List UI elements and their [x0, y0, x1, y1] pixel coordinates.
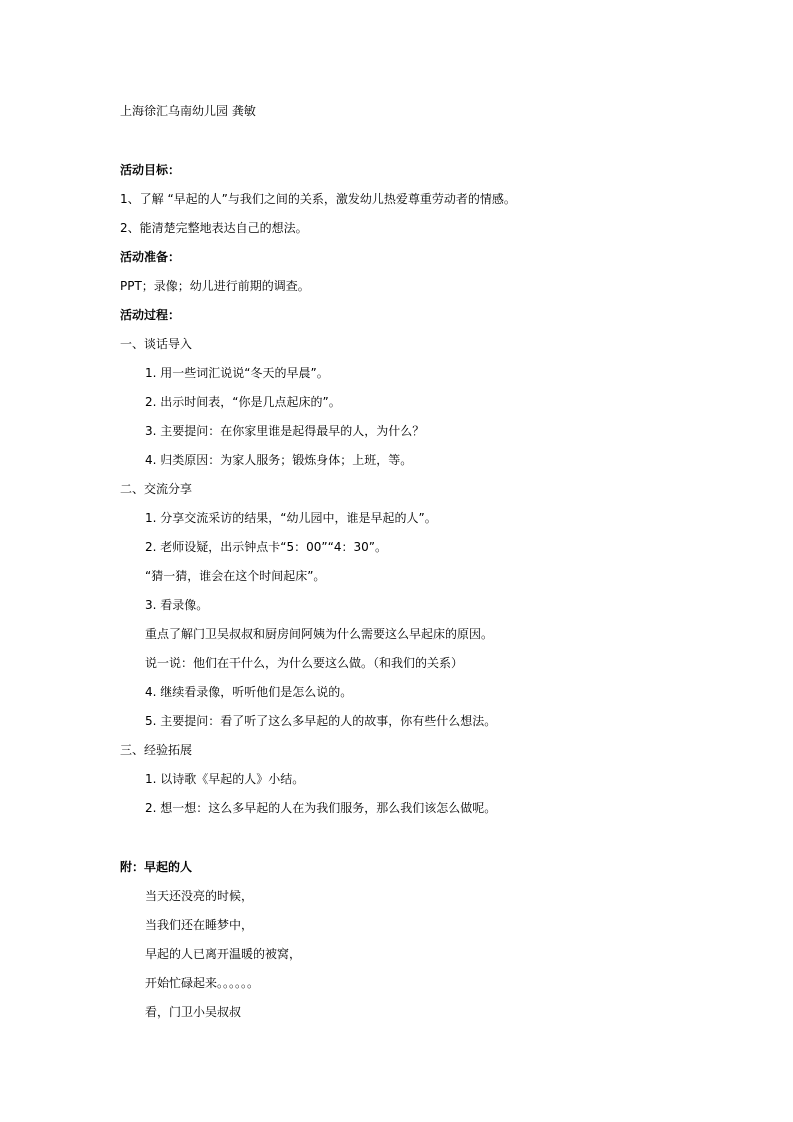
poem-line-4: 开始忙碌起来。。。。。。: [145, 976, 260, 990]
process-part-3-step-2: 2. 想一想：这么多早起的人在为我们服务，那么我们该怎么做呢。: [145, 801, 497, 815]
process-part-2-heading: 二、交流分享: [120, 482, 193, 496]
poem-line-5: 看，门卫小吴叔叔: [145, 1005, 242, 1019]
poem-line-1: 当天还没亮的时候，: [145, 889, 254, 903]
process-part-1-step-4: 4. 归类原因：为家人服务；锻炼身体；上班，等。: [145, 453, 413, 467]
process-part-2-step-5: 5. 主要提问：看了听了这么多早起的人的故事，你有些什么想法。: [145, 714, 497, 728]
section-heading-goals: 活动目标：: [120, 163, 181, 177]
process-part-1-step-3: 3. 主要提问：在你家里谁是起得最早的人，为什么？: [145, 424, 425, 438]
process-part-2-step-2: 2. 老师设疑，出示钟点卡“5：00”“4：30”。: [145, 540, 387, 554]
process-part-1-step-2: 2. 出示时间表，“你是几点起床的”。: [145, 395, 341, 409]
section-heading-preparation: 活动准备：: [120, 250, 181, 264]
process-part-2-step-1: 1. 分享交流采访的结果，“幼儿园中，谁是早起的人”。: [145, 511, 437, 525]
process-part-3-step-1: 1. 以诗歌《早起的人》小结。: [145, 772, 305, 786]
poem-line-3: 早起的人已离开温暖的被窝，: [145, 947, 302, 961]
process-part-2-note-guess: “猜一猜，谁会在这个时间起床”。: [145, 569, 326, 583]
section-heading-process: 活动过程：: [120, 308, 181, 322]
preparation-text: PPT；录像；幼儿进行前期的调查。: [120, 279, 310, 293]
process-part-2-step-3: 3. 看录像。: [145, 598, 209, 612]
goal-item-2: 2、能清楚完整地表达自己的想法。: [120, 221, 308, 235]
process-part-2-step-4: 4. 继续看录像，听听他们是怎么说的。: [145, 685, 353, 699]
process-part-2-note-focus: 重点了解门卫吴叔叔和厨房间阿姨为什么需要这么早起床的原因。: [145, 627, 494, 641]
process-part-1-step-1: 1. 用一些词汇说说“冬天的早晨”。: [145, 366, 329, 380]
document-header: 上海徐汇乌南幼儿园 龚敏: [120, 104, 256, 118]
process-part-1-heading: 一、谈话导入: [120, 337, 193, 351]
process-part-3-heading: 三、经验拓展: [120, 743, 193, 757]
goal-item-1: 1、了解 “早起的人”与我们之间的关系，激发幼儿热爱尊重劳动者的情感。: [120, 192, 516, 206]
process-part-2-note-talk: 说一说：他们在干什么，为什么要这么做。（和我们的关系）: [145, 656, 464, 670]
appendix-heading: 附：早起的人: [120, 860, 193, 874]
poem-line-2: 当我们还在睡梦中，: [145, 918, 254, 932]
